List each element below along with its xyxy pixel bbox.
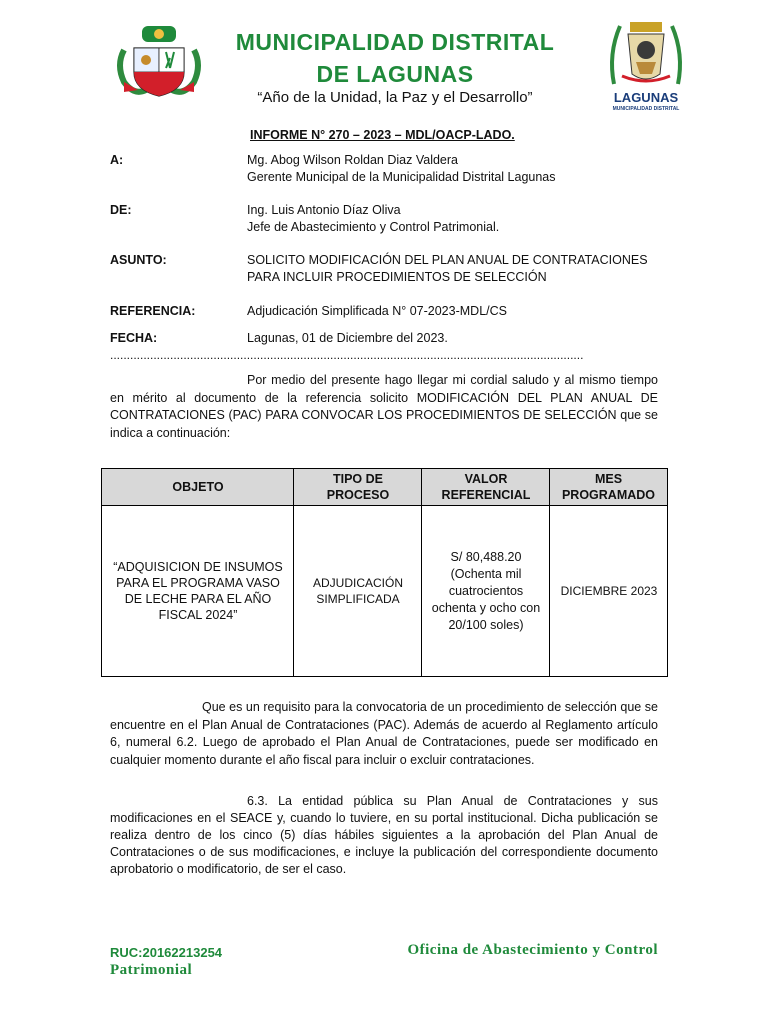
from-line2: Jefe de Abastecimiento y Control Patrimonial.: [247, 220, 500, 234]
header-mes-programado: MES PROGRAMADO: [561, 472, 656, 502]
procurement-table: [101, 468, 668, 677]
regulation-paragraph: 6.3. La entidad pública su Plan Anual de Contrataciones y sus modificaciones en el SEACE y, cuando lo tuviere, en su portal institucional. Dicha publicación se realiza dentro de los cinco (5) días hábiles siguientes a la aprobación del Plan Anual de Contrataciones o de sus modificaciones, e incluye la publicación del correspondiente documento aprobatorio o modificatorio, de ser el caso.: [110, 794, 658, 876]
reference-label: REFERENCIA:: [110, 304, 196, 318]
subject-line2: PARA INCLUIR PROCEDIMIENTOS DE SELECCIÓN: [247, 270, 547, 284]
from-label: DE:: [110, 203, 132, 217]
from-line1: Ing. Luis Antonio Díaz Oliva: [247, 203, 401, 217]
cell-mes-programado: DICIEMBRE 2023: [560, 584, 658, 598]
year-motto: “Año de la Unidad, la Paz y el Desarrollo”: [257, 89, 533, 106]
ruc-number: RUC:20162213254: [110, 945, 223, 960]
intro-paragraph: Por medio del presente hago llegar mi cordial saludo y al mismo tiempo en mérito al documento de la referencia solicito MODIFICACIÓN DEL PLAN ANUAL DE CONTRATACIONES (PAC) PARA CONVOCAR LOS PROCEDIMIENTOS DE SELECCIÓN que se indica a continuación:: [110, 373, 658, 440]
dotted-separator: ..............................................................................................................................................: [110, 348, 584, 362]
office-name-line1: Oficina de Abastecimiento y Control: [407, 942, 658, 958]
header-objeto: OBJETO: [172, 480, 224, 494]
reference-value: Adjudicación Simplificada N° 07-2023-MDL/CS: [247, 304, 507, 318]
date-label: FECHA:: [110, 331, 158, 345]
date-value: Lagunas, 01 de Diciembre del 2023.: [247, 331, 448, 345]
logo-subtitle: MUNICIPALIDAD DISTRITAL: [612, 106, 680, 112]
cell-tipo-proceso: ADJUDICACIÓN SIMPLIFICADA: [312, 576, 403, 606]
subject-label: ASUNTO:: [110, 253, 167, 267]
to-line2: Gerente Municipal de la Municipalidad Distrital Lagunas: [247, 170, 556, 184]
to-line1: Mg. Abog Wilson Roldan Diaz Valdera: [247, 153, 458, 167]
subject-line1: SOLICITO MODIFICACIÓN DEL PLAN ANUAL DE CONTRATACIONES: [247, 253, 648, 267]
to-label: A:: [110, 153, 124, 167]
header-tipo-proceso: TIPO DE PROCESO: [326, 472, 390, 502]
municipality-title-line1: MUNICIPALIDAD DISTRITAL: [235, 29, 555, 55]
coat-of-arms-icon: [114, 20, 204, 102]
logo-emblem-icon: [600, 14, 692, 90]
municipal-logo: [600, 14, 692, 114]
municipality-title-line2: DE LAGUNAS: [316, 61, 474, 87]
office-name-line2: Patrimonial: [110, 962, 193, 978]
header-valor-referencial: VALOR REFERENCIAL: [441, 472, 531, 502]
requirement-paragraph: Que es un requisito para la convocatoria de un procedimiento de selección que se encuentre en el Plan Anual de Contrataciones (PAC). Además de acuerdo al Reglamento artículo 6, numeral 6.2. Luego de aprobado el Plan Anual de Contrataciones, puede ser modificado en cualquier momento durante el año fiscal para incluir o excluir contrataciones.: [110, 700, 658, 767]
cell-valor-referencial: S/ 80,488.20 (Ochenta mil cuatrocientos ochenta y ocho con 20/100 soles): [431, 549, 541, 632]
report-title: INFORME N° 270 – 2023 – MDL/OACP-LADO.: [250, 128, 515, 142]
logo-name: LAGUNAS: [613, 90, 679, 105]
cell-objeto: “ADQUISICION DE INSUMOS PARA EL PROGRAMA VASO DE LECHE PARA EL AÑO FISCAL 2024”: [113, 560, 283, 622]
